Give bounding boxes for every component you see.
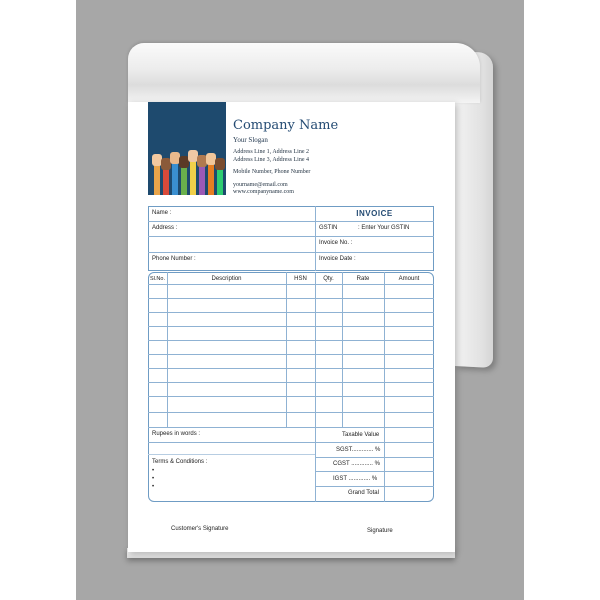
sgst-label: SGST............. % — [336, 447, 381, 453]
company-website: www.companyname.com — [233, 189, 294, 195]
invoice-number-label: Invoice No. : — [319, 240, 353, 246]
col-slno: Sl.No. — [150, 276, 165, 282]
company-name: Company Name — [233, 118, 339, 133]
terms-bullet: • — [152, 484, 155, 490]
col-amount: Amount — [398, 276, 420, 282]
col-description: Description — [211, 276, 242, 282]
col-qty: Qty. — [323, 276, 334, 282]
gstin-value: : Enter Your GSTIN — [358, 225, 410, 231]
address-line-1: Address Line 1, Address Line 2 — [233, 149, 309, 155]
cgst-label: CGST ............. % — [333, 461, 380, 467]
terms-bullet: • — [152, 476, 155, 482]
address-line-2: Address Line 3, Address Line 4 — [233, 156, 309, 163]
invoice-date-label: Invoice Date : — [319, 256, 356, 262]
curled-top-page — [128, 43, 480, 103]
terms-bullet: • — [152, 468, 155, 474]
customer-address-label: Address : — [152, 225, 178, 231]
raised-hands-image — [148, 102, 226, 195]
invoice-sheet — [128, 102, 455, 552]
igst-label: IGST ............. % — [333, 476, 378, 482]
company-slogan: Your Slogan — [233, 136, 268, 144]
col-hsn: HSN — [294, 276, 307, 282]
company-email: yourname@email.com — [233, 181, 288, 188]
terms-label: Terms & Conditions : — [152, 459, 208, 465]
raised-hands-icon — [148, 102, 226, 195]
contact-numbers: Mobile Number, Phone Number — [233, 169, 311, 175]
col-rate: Rate — [356, 276, 370, 282]
seller-signature-label: Signature — [367, 528, 393, 534]
items-table — [148, 272, 434, 502]
rupees-in-words-label: Rupees in words : — [152, 431, 201, 437]
company-block — [233, 118, 448, 197]
customer-signature-label: Customer's Signature — [171, 526, 229, 532]
taxable-value-label: Taxable Value — [342, 432, 380, 438]
customer-phone-label: Phone Number : — [152, 256, 196, 262]
gstin-label: GSTIN — [319, 225, 338, 231]
invoice-title: INVOICE — [356, 209, 393, 218]
customer-name-label: Name : — [152, 210, 172, 216]
grand-total-label: Grand Total — [348, 490, 379, 496]
